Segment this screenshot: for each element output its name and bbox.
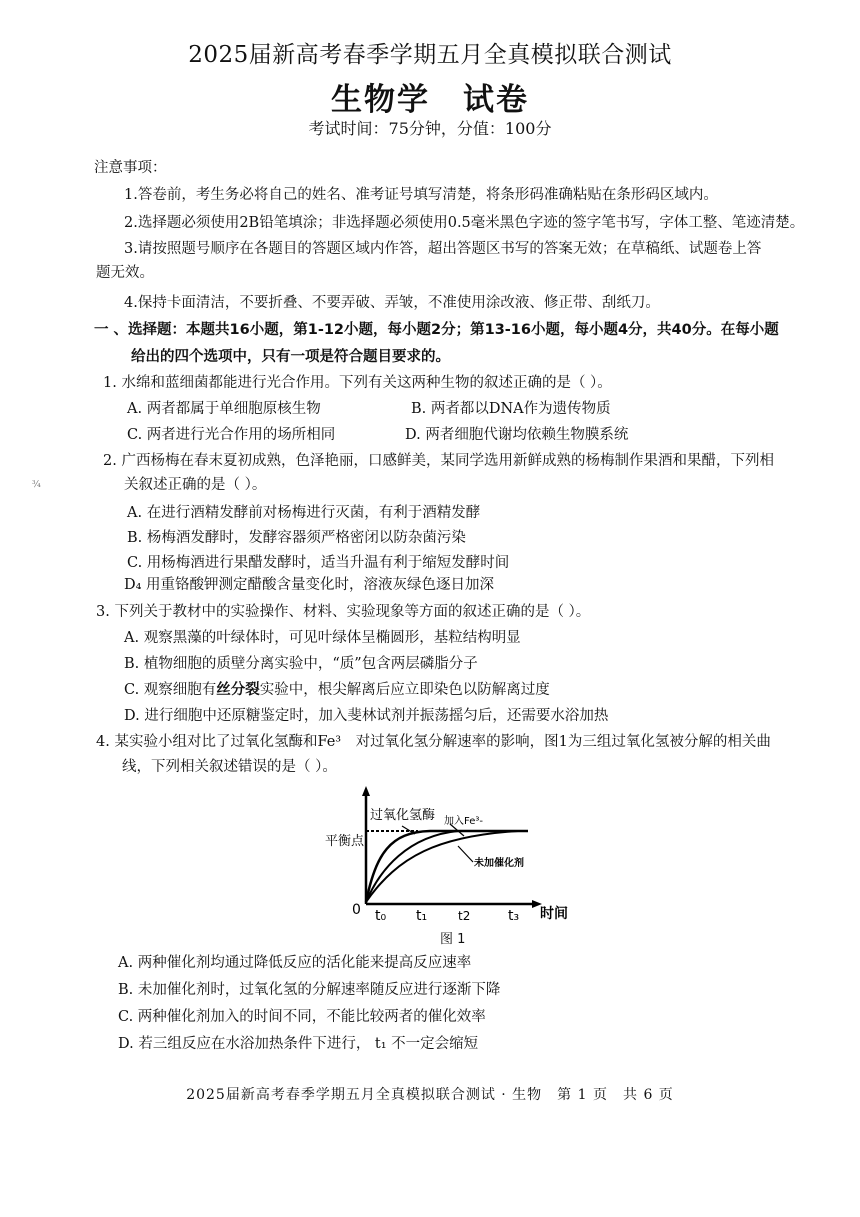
exam-title: 2025届新高考春季学期五月全真模拟联合测试 (188, 42, 672, 68)
q3-stem: 3. 下列关于教材中的实验操作、材料、实验现象等方面的叙述正确的是（ ）。 (96, 604, 591, 620)
q3-option-b: B. 植物细胞的质壁分离实验中，“质”包含两层磷脂分子 (124, 656, 478, 672)
margin-mark: ¾ (32, 480, 41, 490)
label-equilibrium: 平衡点 (325, 834, 365, 849)
y-axis-arrow (362, 786, 370, 796)
subject-title: 生物学 试卷 (331, 82, 529, 118)
label-fe: 加入Fe³- (444, 816, 483, 827)
origin-label: 0 (352, 902, 361, 918)
time-score: 考试时间：75分钟，分值：100分 (308, 119, 552, 138)
q2-option-c: C. 用杨梅酒进行果醋发酵时，适当升温有利于缩短发酵时间 (127, 555, 510, 571)
q3-option-c-post: 实验中，根尖解离后应立即染色以防解离过度 (259, 682, 550, 698)
label-no-catalyst: 未加催化剂 (474, 858, 524, 869)
label-enzyme: 过氧化氢酶 (370, 808, 436, 823)
q3-option-c-bold: 丝分裂 (216, 681, 260, 698)
q1-option-a: A. 两者都属于单细胞原核生物 (127, 401, 321, 417)
q1-option-b: B. 两者都以DNA作为遗传物质 (411, 401, 611, 417)
q4-option-a: A. 两种催化剂均通过降低反应的活化能来提高反应速率 (118, 955, 472, 971)
q2-stem: 2. 广西杨梅在春末夏初成熟，色泽艳丽，口感鲜美，某同学选用新鲜成熟的杨梅制作果酒和果醋，下列相 (103, 453, 774, 469)
q3-option-a: A. 观察黑藻的叶绿体时，可见叶绿体呈椭圆形，基粒结构明显 (124, 630, 521, 646)
q1-stem: 1. 水绵和蓝细菌都能进行光合作用。下列有关这两种生物的叙述正确的是（ ）。 (103, 375, 612, 391)
q3-option-c (124, 678, 550, 699)
q4-option-b: B. 未加催化剂时，过氧化氢的分解速率随反应进行逐渐下降 (118, 982, 501, 998)
notes-heading: 注意事项： (94, 160, 167, 176)
x-axis-label: 时间 (540, 906, 568, 922)
q2-option-b: B. 杨梅酒发酵时，发酵容器须严格密闭以防杂菌污染 (127, 530, 466, 546)
note-2: 2.选择题必须使用2B铅笔填涂；非选择题必须使用0.5毫米黑色字迹的签字笔书写，字体工整、笔迹清楚。 (124, 215, 805, 231)
tick-t0: t₀ (375, 908, 387, 924)
q1-option-c: C. 两者进行光合作用的场所相同 (127, 427, 336, 443)
tick-t1: t₁ (416, 908, 428, 924)
section-heading: 一 、选择题：本题共16小题，第1-12小题，每小题2分；第13-16小题，每小题4分，共40分。在每小题 (94, 322, 779, 338)
tick-t2: t2 (458, 909, 471, 923)
q2-option-d: D₄ 用重铬酸钾测定醋酸含量变化时，溶液灰绿色逐日加深 (124, 577, 495, 593)
figure-1 (318, 784, 578, 928)
q4-stem: 4. 某实验小组对比了过氧化氢酶和Fe³ 对过氧化氢分解速率的影响，图1为三组过氧化氢被分解的相关曲 (96, 734, 771, 750)
note-1: 1.答卷前，考生务必将自己的姓名、准考证号填写清楚，将条形码准确粘贴在条形码区域内。 (124, 187, 718, 203)
q4-option-c: C. 两种催化剂加入的时间不同，不能比较两者的催化效率 (118, 1009, 486, 1025)
note-3-cont: 题无效。 (96, 265, 154, 281)
figure-caption: 图 1 (440, 932, 466, 947)
q3-option-c-pre: C. 观察细胞有 (124, 682, 217, 698)
note-4: 4.保持卡面清洁，不要折叠、不要弄破、弄皱，不准使用涂改液、修正带、刮纸刀。 (124, 295, 660, 311)
page-footer: 2025届新高考春季学期五月全真模拟联合测试 · 生物 第 1 页 共 6 页 (186, 1087, 674, 1103)
q1-option-d: D. 两者细胞代谢均依赖生物膜系统 (405, 427, 629, 443)
q4-option-d: D. 若三组反应在水浴加热条件下进行， t₁ 不一定会缩短 (118, 1036, 479, 1052)
section-heading-cont: 给出的四个选项中，只有一项是符合题目要求的。 (131, 349, 450, 365)
q2-option-a: A. 在进行酒精发酵前对杨梅进行灭菌，有利于酒精发酵 (127, 505, 481, 521)
q3-option-d: D. 进行细胞中还原糖鉴定时，加入斐林试剂并振荡摇匀后，还需要水浴加热 (124, 708, 609, 724)
note-3: 3.请按照题号顺序在各题目的答题区域内作答，超出答题区书写的答案无效；在草稿纸、试题卷上答 (124, 241, 762, 257)
tick-t3: t₃ (508, 908, 520, 924)
q2-stem-cont: 关叙述正确的是（ ）。 (124, 477, 267, 493)
no-catalyst-pointer (458, 846, 473, 862)
q4-stem-cont: 线，下列相关叙述错误的是（ ）。 (122, 759, 337, 775)
